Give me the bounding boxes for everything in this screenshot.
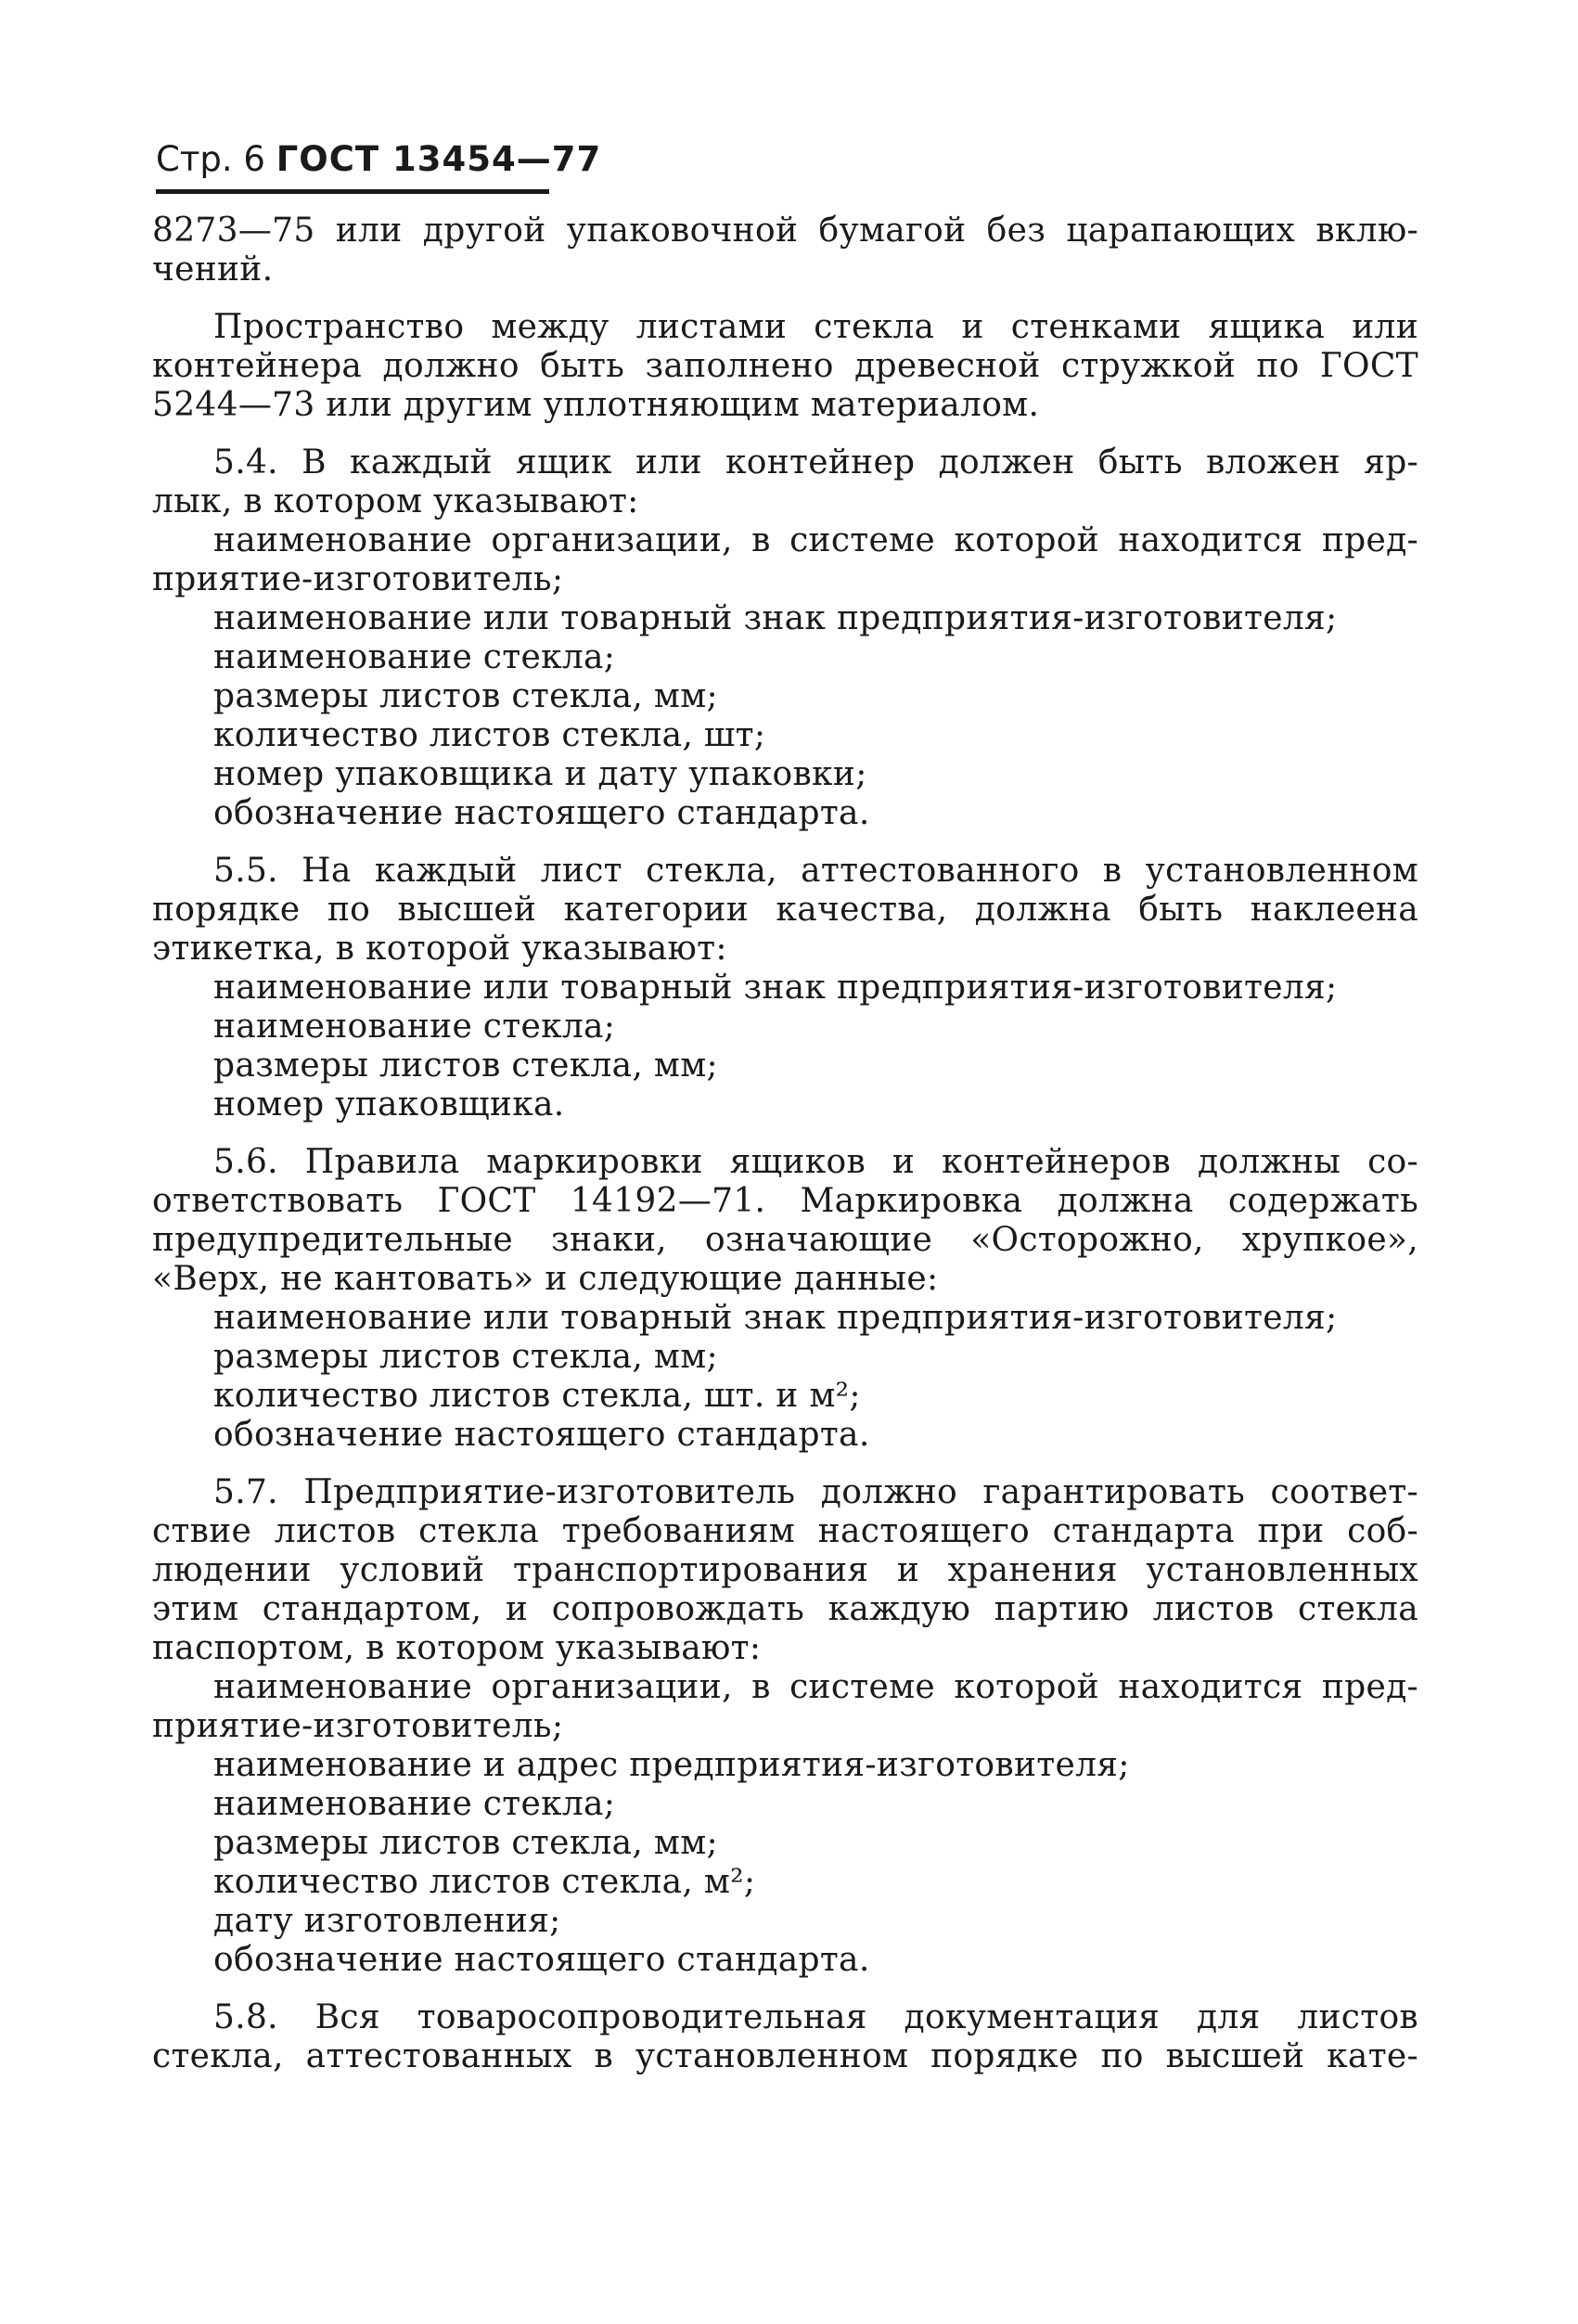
- list-item-line: наименование организации, в системе которой находится пред-: [213, 1668, 1418, 1706]
- text-line: этикетка, в которой указывают:: [152, 930, 727, 968]
- paragraph-gap: [152, 833, 1418, 852]
- list-item-line: наименование или товарный знак предприятия-изготовителя;: [213, 1299, 1338, 1337]
- standard-number: ГОСТ 13454—77: [276, 139, 602, 179]
- list-item-line: количество листов стекла, шт. и м²;: [213, 1377, 861, 1415]
- header-rule: [156, 189, 549, 194]
- text-line: 5.4. В каждый ящик или контейнер должен быть вложен яр-: [213, 443, 1418, 481]
- paragraph-gap: [152, 289, 1418, 308]
- list-item-line: количество листов стекла, шт;: [213, 716, 766, 754]
- text-line: этим стандартом, и сопровождать каждую партию листов стекла: [152, 1590, 1418, 1628]
- text-line: ствие листов стекла требованиям настоящего стандарта при соб-: [152, 1512, 1418, 1550]
- paragraph-gap: [152, 1455, 1418, 1473]
- text-line: людении условий транспортирования и хранения установленных: [152, 1551, 1418, 1589]
- page-label: Стр. 6: [156, 139, 265, 179]
- list-item-line: номер упаковщика и дату упаковки;: [213, 755, 867, 793]
- text-line: 5.5. На каждый лист стекла, аттестованного в установленном: [213, 852, 1418, 890]
- list-item-line: дату изготовления;: [213, 1902, 561, 1940]
- text-line: 5.8. Вся товаросопроводительная документация для листов: [213, 1998, 1418, 2036]
- text-line: Пространство между листами стекла и стенками ящика или: [213, 308, 1418, 346]
- text-line: контейнера должно быть заполнено древесной стружкой по ГОСТ: [152, 347, 1418, 385]
- list-item-line: наименование или товарный знак предприятия-изготовителя;: [213, 969, 1338, 1007]
- list-item-line: размеры листов стекла, мм;: [213, 1046, 718, 1085]
- text-line: чений.: [152, 250, 274, 289]
- list-item-line: размеры листов стекла, мм;: [213, 677, 718, 715]
- list-item-line: размеры листов стекла, мм;: [213, 1824, 718, 1862]
- list-item-line: обозначение настоящего стандарта.: [213, 1416, 870, 1454]
- list-item-line: наименование стекла;: [213, 1785, 616, 1823]
- list-item-line: наименование организации, в системе которой находится пред-: [213, 521, 1418, 559]
- text-line: порядке по высшей категории качества, должна быть наклеена: [152, 891, 1418, 929]
- list-item-line: обозначение настоящего стандарта.: [213, 794, 870, 832]
- text-line: лык, в котором указывают:: [152, 482, 639, 520]
- text-line: приятие-изготовитель;: [152, 1707, 564, 1745]
- text-line: ответствовать ГОСТ 14192—71. Маркировка должна содержать: [152, 1182, 1418, 1220]
- text-line: 8273—75 или другой упаковочной бумагой без царапающих вклю-: [152, 212, 1418, 250]
- text-line: 5.7. Предприятие-изготовитель должно гарантировать соответ-: [213, 1473, 1418, 1511]
- text-line: 5244—73 или другим уплотняющим материалом.: [152, 386, 1040, 424]
- list-item-line: наименование стекла;: [213, 638, 616, 676]
- text-line: стекла, аттестованных в установленном порядке по высшей кате-: [152, 2037, 1418, 2075]
- list-item-line: наименование или товарный знак предприятия-изготовителя;: [213, 599, 1338, 637]
- text-line: «Верх, не кантовать» и следующие данные:: [152, 1260, 939, 1298]
- list-item-line: наименование и адрес предприятия-изготовителя;: [213, 1746, 1130, 1784]
- paragraph-gap: [152, 1980, 1418, 1998]
- paragraph-gap: [152, 1124, 1418, 1143]
- body-text: [152, 212, 1418, 2076]
- text-line: 5.6. Правила маркировки ящиков и контейнеров должны со-: [213, 1143, 1418, 1181]
- list-item-line: номер упаковщика.: [213, 1085, 565, 1123]
- list-item-line: наименование стекла;: [213, 1008, 616, 1046]
- list-item-line: количество листов стекла, м²;: [213, 1863, 756, 1901]
- running-header: [156, 135, 601, 184]
- text-line: приятие-изготовитель;: [152, 560, 564, 598]
- paragraph-gap: [152, 425, 1418, 443]
- text-line: паспортом, в котором указывают:: [152, 1629, 762, 1667]
- list-item-line: обозначение настоящего стандарта.: [213, 1941, 870, 1979]
- text-line: предупредительные знаки, означающие «Осторожно, хрупкое»,: [152, 1221, 1418, 1259]
- list-item-line: размеры листов стекла, мм;: [213, 1338, 718, 1376]
